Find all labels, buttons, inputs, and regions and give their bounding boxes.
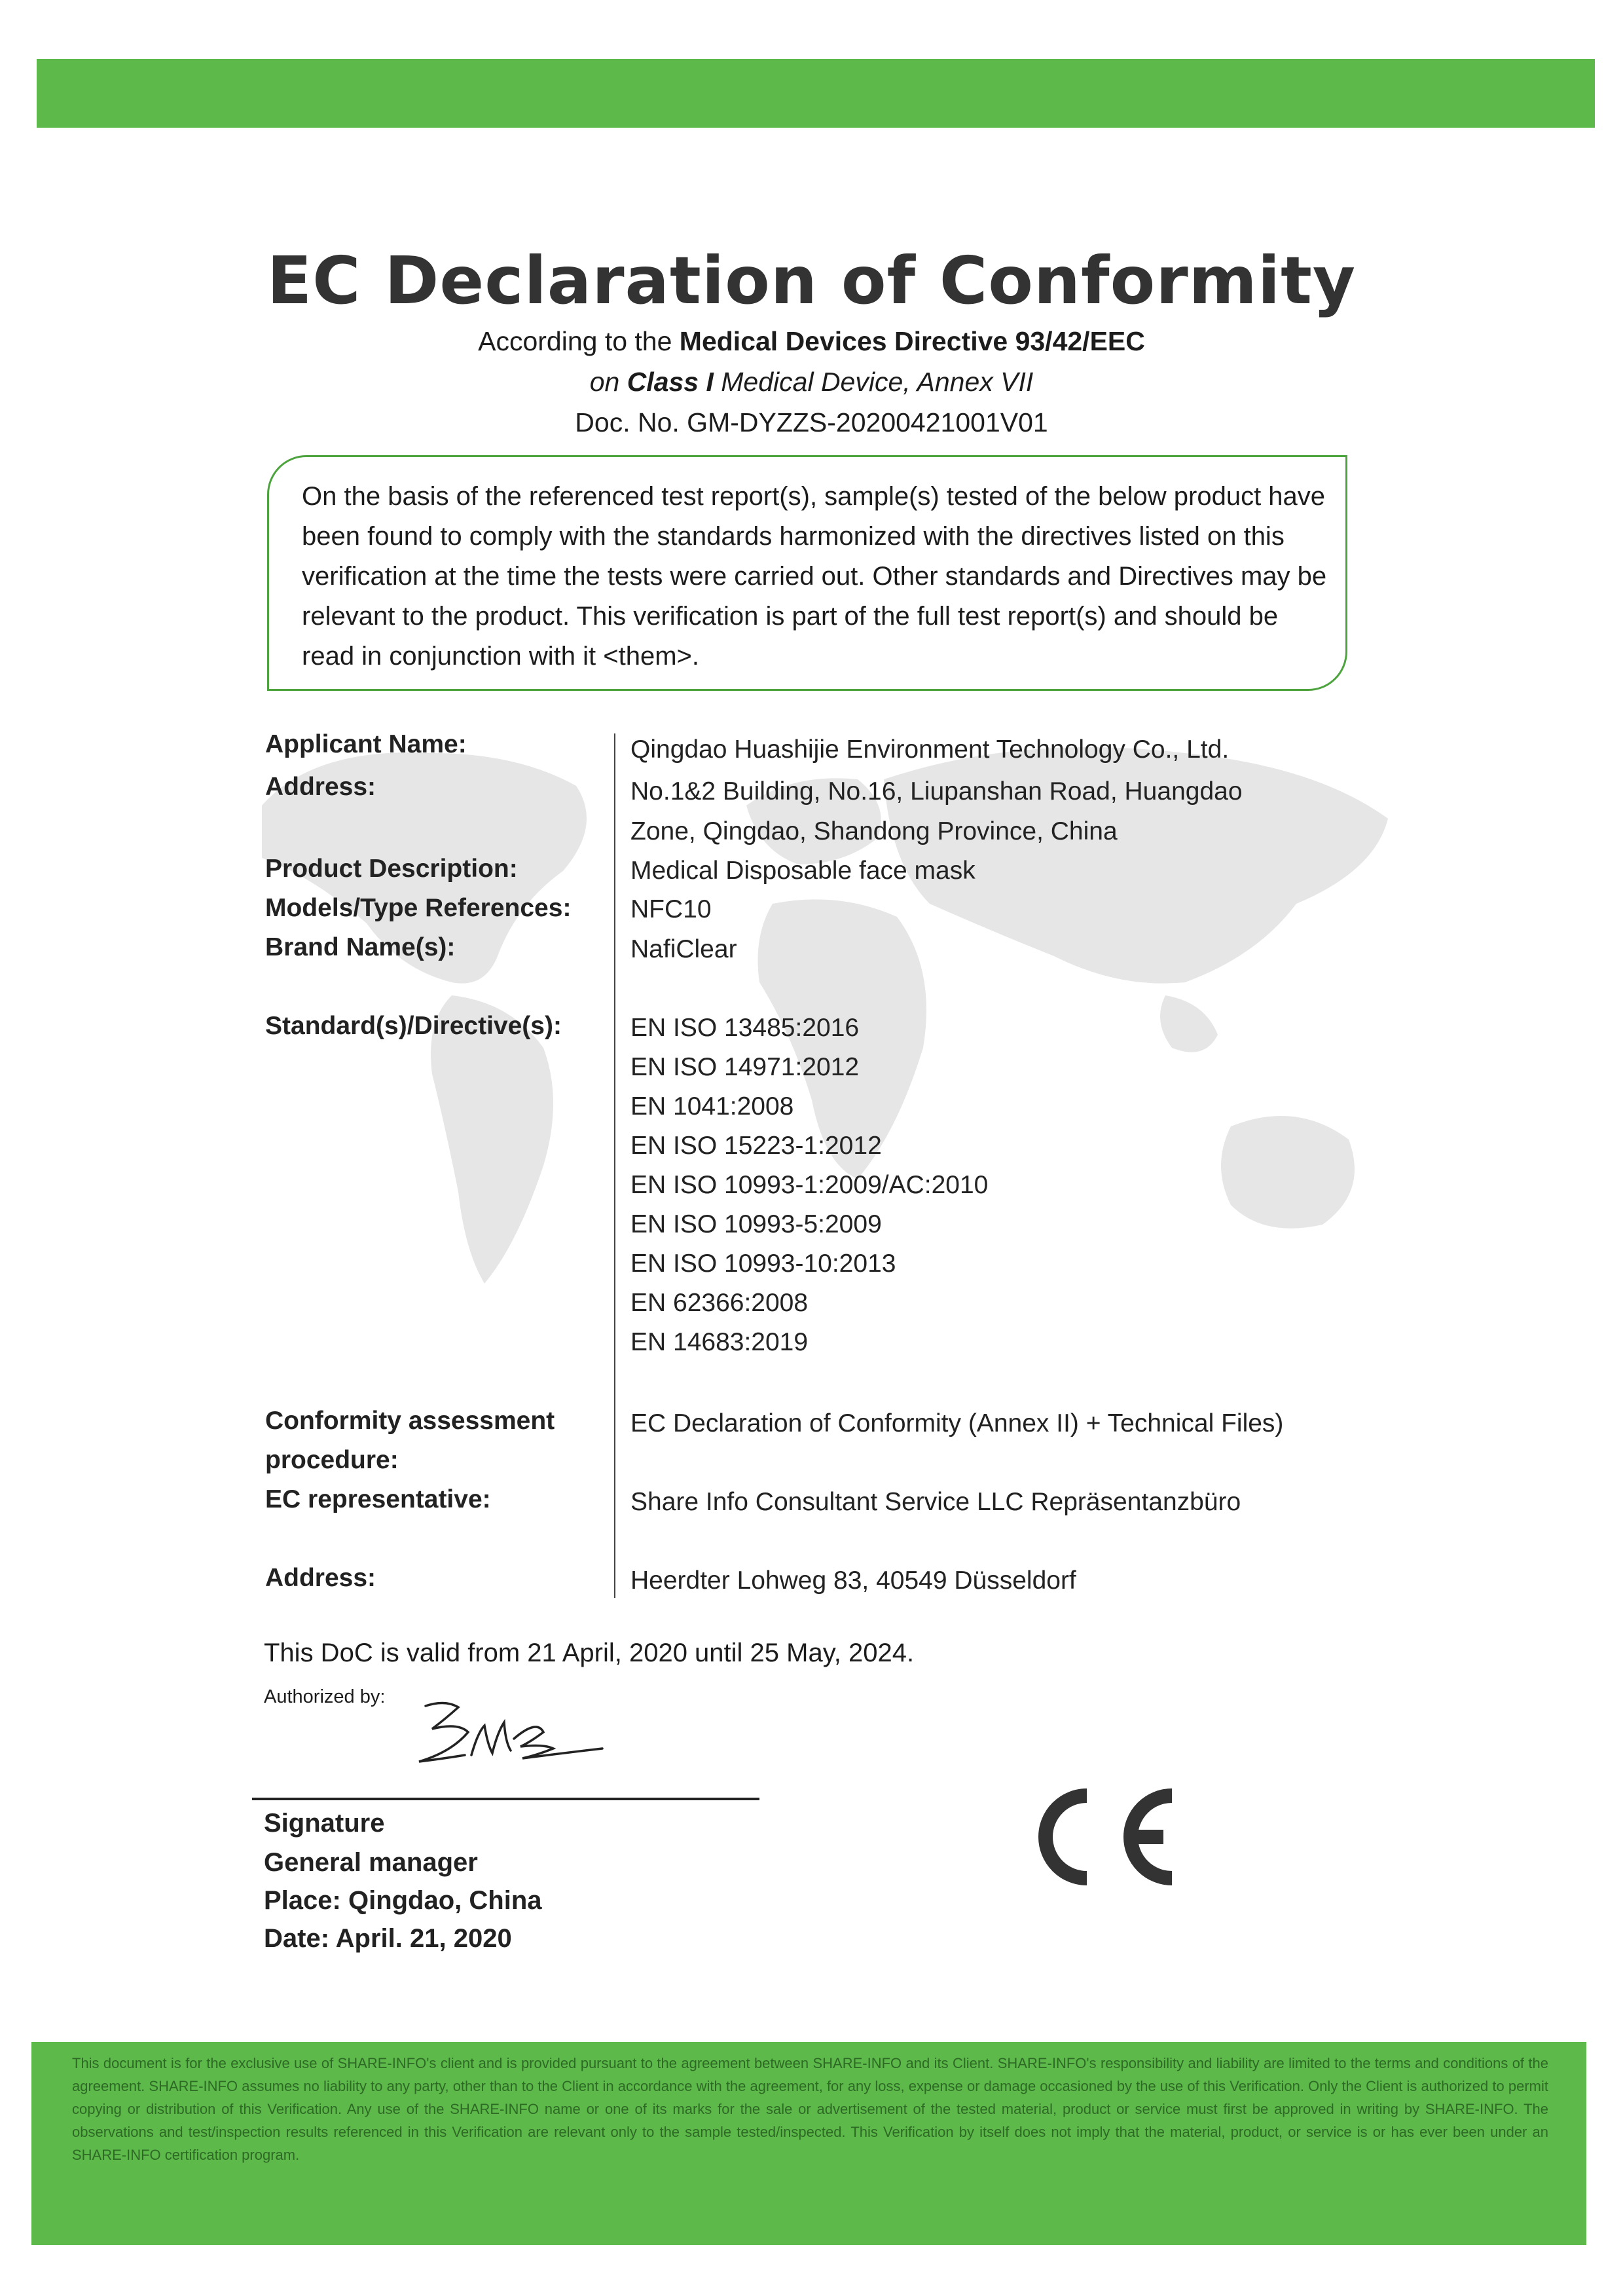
brand-value: NafiClear [630, 935, 737, 963]
notice-text: On the basis of the referenced test report(s), sample(s) tested of the below product have been found to comply with the standards harmonized with the directives listed on this verification at the time the tests were carried out. Other standards and Directives may be relevant to the product. This verification is part of the full test report(s) and should be read in conjunction with it <them>. [302, 482, 1327, 671]
signature-line [252, 1798, 759, 1800]
directive-name: Medical Devices Directive 93/42/EEC [679, 326, 1145, 356]
top-green-bar [37, 59, 1595, 128]
standard-item: EN ISO 13485:2016 [630, 1014, 860, 1042]
standard-item: EN ISO 15223-1:2012 [630, 1132, 882, 1160]
validity-text: This DoC is valid from 21 April, 2020 until 25 May, 2024. [264, 1639, 915, 1667]
applicant-value: Qingdao Huashijie Environment Technology Co., Ltd. [630, 735, 1230, 764]
models-label: Models/Type References: [265, 894, 572, 922]
standard-item: EN 14683:2019 [630, 1328, 809, 1356]
standard-item: EN ISO 10993-10:2013 [630, 1250, 896, 1278]
world-map-watermark [236, 707, 1440, 1395]
field-divider [614, 733, 615, 1598]
address-line-1: No.1&2 Building, No.16, Liupanshan Road, Huangdao [630, 777, 1243, 805]
address-line-2: Zone, Qingdao, Shandong Province, China [630, 817, 1118, 845]
class-suffix: Medical Device, Annex VII [713, 367, 1034, 397]
standard-item: EN 1041:2008 [630, 1092, 794, 1120]
ce-mark-icon [1025, 1781, 1182, 1893]
address-label: Address: [265, 773, 376, 801]
standards-label: Standard(s)/Directive(s): [265, 1012, 562, 1040]
signing-place: Place: Qingdao, China [264, 1886, 542, 1915]
conformity-label-2: procedure: [265, 1446, 399, 1474]
notice-box [267, 455, 1347, 691]
document-title: EC Declaration of Conformity [266, 242, 1357, 319]
class-line [0, 367, 1623, 398]
according-prefix: According to the [478, 326, 680, 356]
doc-number: Doc. No. GM-DYZZS-20200421001V01 [575, 407, 1048, 437]
models-value: NFC10 [630, 895, 712, 923]
applicant-label: Applicant Name: [265, 730, 467, 758]
conformity-label-1: Conformity assessment [265, 1407, 555, 1435]
rep-address-value: Heerdter Lohweg 83, 40549 Düsseldorf [630, 1566, 1076, 1595]
ec-rep-label: EC representative: [265, 1485, 491, 1513]
class-prefix: on [589, 367, 627, 397]
authorized-by-label: Authorized by: [264, 1686, 386, 1707]
footer-disclaimer: This document is for the exclusive use of SHARE-INFO's client and is provided pursuant to the agreement between SHARE-INFO and its Client. SHARE-INFO's responsibility and liability are limited to the terms and conditions of the agreement. SHARE-INFO assumes no liability to any party, other than to the Client in accordance with the agreement, for any loss, expense or damage occasioned by the use of this Verification. Only the Client is authorized to permit copying or distribution of this Verification. Any use of the SHARE-INFO name or one of its marks for the sale or advertisement of the tested material, product or service must first be approved in writing by SHARE-INFO. The observations and test/inspection results referenced in this Verification are relevant only to the sample tested/inspected. This Verification by itself does not imply that the material, product, or service is or has ever been under an SHARE-INFO certification program. [72, 2055, 1548, 2163]
standard-item: EN ISO 10993-1:2009/AC:2010 [630, 1171, 989, 1199]
signature-label: Signature [264, 1809, 385, 1838]
directive-line [0, 326, 1623, 357]
brand-label: Brand Name(s): [265, 933, 456, 961]
conformity-value: EC Declaration of Conformity (Annex II) + Technical Files) [630, 1409, 1284, 1437]
signing-date: Date: April. 21, 2020 [264, 1924, 512, 1953]
standard-item: EN ISO 14971:2012 [630, 1053, 860, 1081]
class-bold: Class I [627, 367, 714, 397]
rep-address-label: Address: [265, 1564, 376, 1592]
standard-item: EN 62366:2008 [630, 1289, 809, 1317]
product-value: Medical Disposable face mask [630, 857, 976, 885]
standard-item: EN ISO 10993-5:2009 [630, 1210, 882, 1238]
handwritten-signature [406, 1693, 615, 1785]
product-label: Product Description: [265, 855, 518, 883]
signer-role: General manager [264, 1848, 478, 1877]
ec-rep-value: Share Info Consultant Service LLC Repräsentanzbüro [630, 1488, 1241, 1516]
